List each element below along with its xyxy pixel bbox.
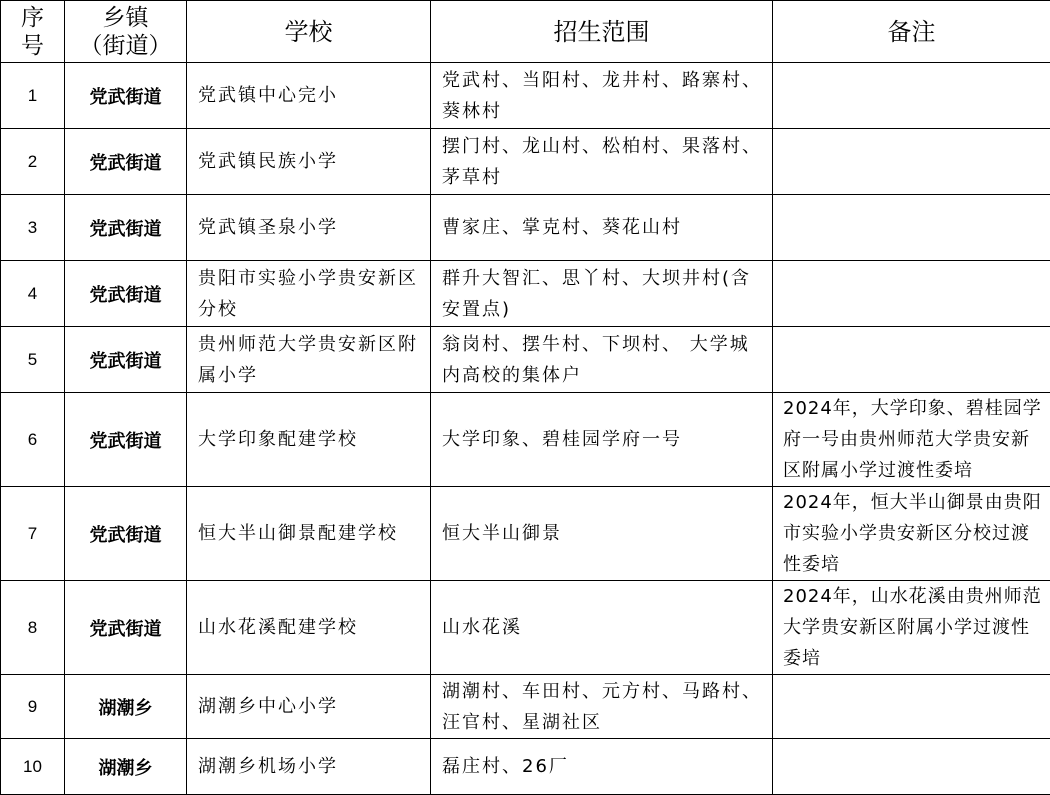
row-number: 6 [1,393,65,487]
row-school: 湖潮乡机场小学 [187,739,431,795]
row-school: 贵阳市实验小学贵安新区分校 [187,261,431,327]
row-town: 党武街道 [65,195,187,261]
row-range: 山水花溪 [431,581,773,675]
table-row [1,487,1050,581]
row-town: 湖潮乡 [65,675,187,739]
row-range: 群升大智汇、思丫村、大坝井村(含安置点) [431,261,773,327]
header-town: 乡镇 （街道） [65,1,187,63]
row-school: 大学印象配建学校 [187,393,431,487]
row-school: 党武镇圣泉小学 [187,195,431,261]
row-town: 湖潮乡 [65,739,187,795]
row-range: 湖潮村、车田村、元方村、马路村、汪官村、星湖社区 [431,675,773,739]
row-note: 2024年，恒大半山御景由贵阳市实验小学贵安新区分校过渡性委培 [773,487,1050,581]
row-school: 恒大半山御景配建学校 [187,487,431,581]
row-number: 2 [1,129,65,195]
table-row [1,63,1050,129]
table-row [1,675,1050,739]
row-number: 10 [1,739,65,795]
row-town: 党武街道 [65,63,187,129]
row-school: 贵州师范大学贵安新区附属小学 [187,327,431,393]
row-school: 山水花溪配建学校 [187,581,431,675]
row-range: 磊庄村、26厂 [431,739,773,795]
row-school: 党武镇民族小学 [187,129,431,195]
row-note [773,739,1050,795]
row-town: 党武街道 [65,261,187,327]
row-town: 党武街道 [65,581,187,675]
row-range: 曹家庄、掌克村、葵花山村 [431,195,773,261]
row-town: 党武街道 [65,327,187,393]
row-note [773,63,1050,129]
header-note: 备注 [773,1,1050,63]
table-row [1,581,1050,675]
row-note: 2024年，山水花溪由贵州师范大学贵安新区附属小学过渡性委培 [773,581,1050,675]
row-note [773,675,1050,739]
row-town: 党武街道 [65,393,187,487]
row-note [773,195,1050,261]
row-school: 湖潮乡中心小学 [187,675,431,739]
header-school: 学校 [187,1,431,63]
table-row [1,129,1050,195]
table-row [1,261,1050,327]
table-row [1,739,1050,795]
row-number: 1 [1,63,65,129]
header-row [1,1,1050,63]
row-town: 党武街道 [65,129,187,195]
row-number: 3 [1,195,65,261]
header-range: 招生范围 [431,1,773,63]
row-range: 恒大半山御景 [431,487,773,581]
row-number: 4 [1,261,65,327]
header-number: 序 号 [1,1,65,63]
row-range: 党武村、当阳村、龙井村、路寨村、葵林村 [431,63,773,129]
row-town: 党武街道 [65,487,187,581]
row-number: 7 [1,487,65,581]
row-range: 翁岗村、摆牛村、下坝村、 大学城内高校的集体户 [431,327,773,393]
row-note [773,261,1050,327]
row-school: 党武镇中心完小 [187,63,431,129]
row-number: 8 [1,581,65,675]
row-number: 5 [1,327,65,393]
row-number: 9 [1,675,65,739]
table-row [1,327,1050,393]
table-row [1,195,1050,261]
table-row [1,393,1050,487]
row-note: 2024年，大学印象、碧桂园学府一号由贵州师范大学贵安新区附属小学过渡性委培 [773,393,1050,487]
row-range: 摆门村、龙山村、松柏村、果落村、茅草村 [431,129,773,195]
row-range: 大学印象、碧桂园学府一号 [431,393,773,487]
row-note [773,129,1050,195]
row-note [773,327,1050,393]
